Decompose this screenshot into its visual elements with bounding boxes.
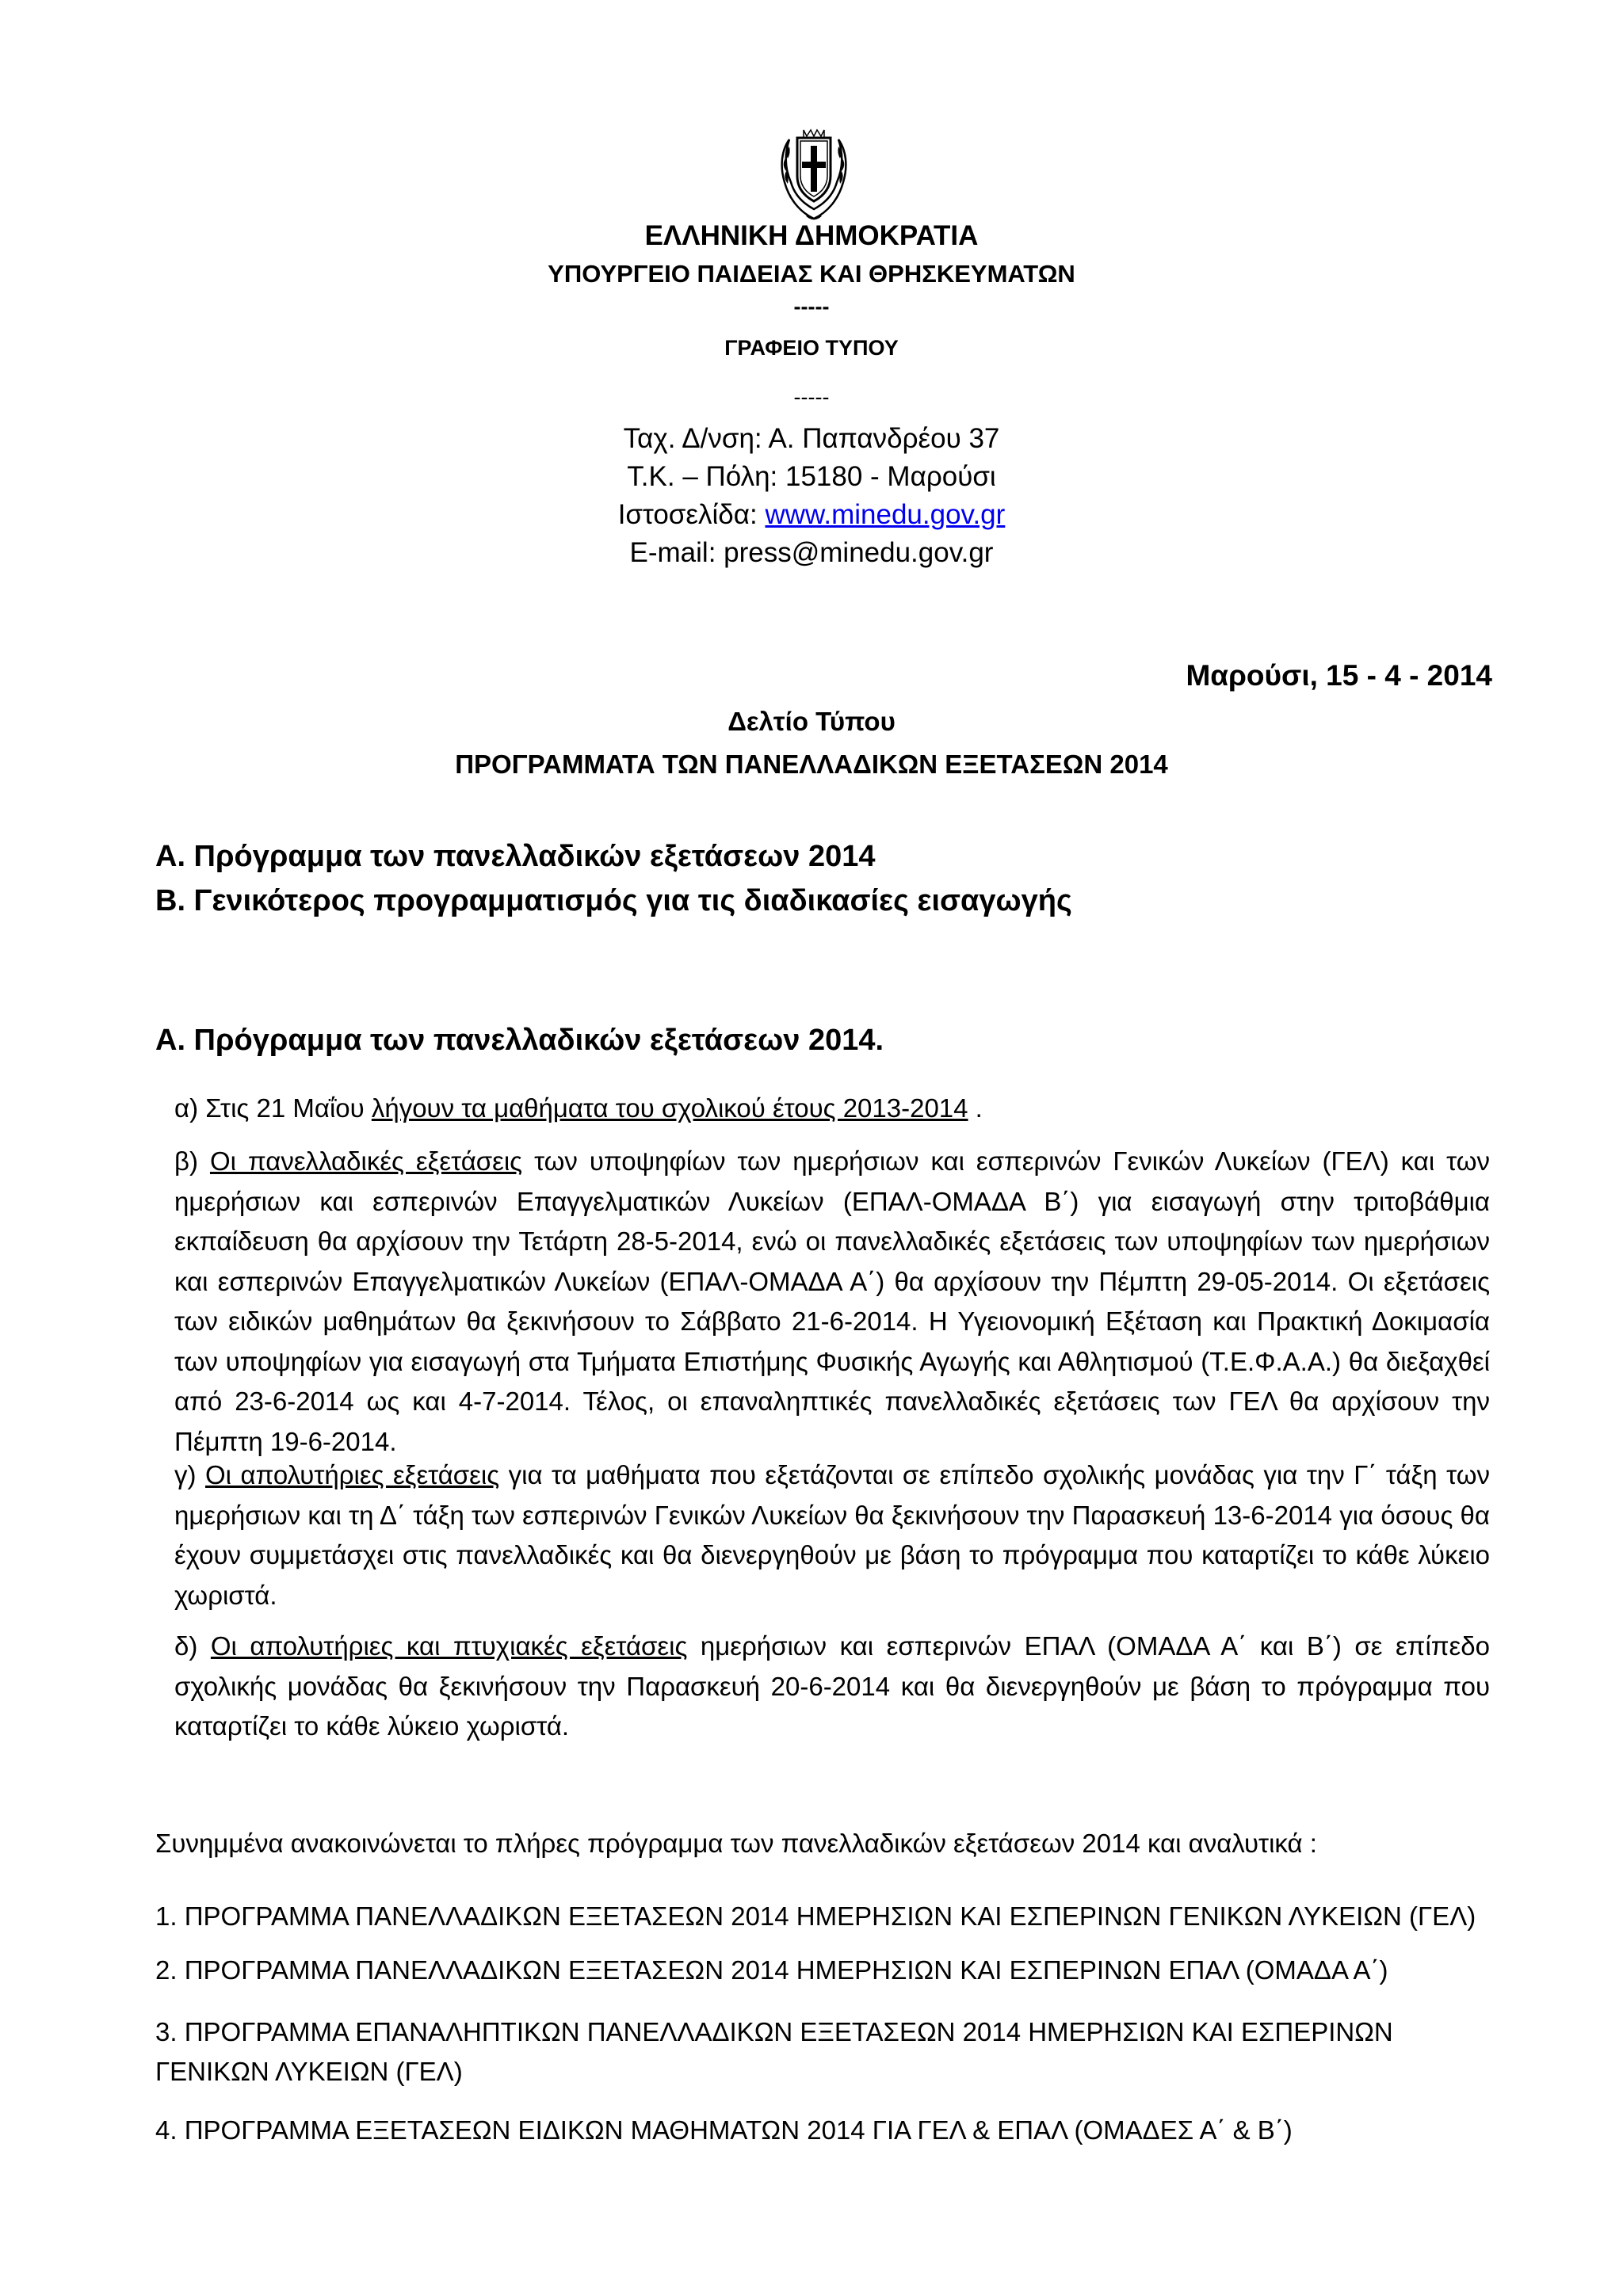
website-link[interactable]: www.minedu.gov.gr [765, 499, 1006, 530]
paragraph-a [174, 1089, 1490, 1129]
attachment-item: 4. ΠΡΟΓΡΑΜΜΑ ΕΞΕΤΑΣΕΩΝ ΕΙΔΙΚΩΝ ΜΑΘΗΜΑΤΩΝ 2014 ΓΙΑ ΓΕΛ & ΕΠΑΛ (ΟΜΑΔΕΣ Α΄ & Β΄) [155, 2115, 1293, 2145]
republic-heading: ΕΛΛΗΝΙΚΗ ΔΗΜΟΚΡΑΤΙΑ [644, 220, 979, 251]
website-line [0, 499, 1623, 531]
date-line: Μαρούσι, 15 - 4 - 2014 [1186, 659, 1492, 692]
header-separator: ----- [793, 385, 830, 409]
postal-address: Ταχ. Δ/νση: Α. Παπανδρέου 37 [623, 423, 1000, 454]
paragraph-text: των υποψηφίων των ημερήσιων και εσπερινών Γενικών Λυκείων (ΓΕΛ) και των ημερήσιων και εσπερινών Επαγγελματικών Λυκείων (ΕΠΑΛ-ΟΜΑΔΑ Β΄) για εισαγωγή στην τριτοβάθμια εκπαίδευση θα αρχίσουν την Τετάρτη 28-5-2014, ενώ οι πανελλαδικές εξετάσεις των υποψηφίων των ημερήσιων και εσπερινών Επαγγελματικών Λυκείων (ΕΠΑΛ-ΟΜΑΔΑ Α΄) θα αρχίσουν την Πέμπτη 29-05-2014. Οι εξετάσεις των ειδικών μαθημάτων θα ξεκινήσουν το Σάββατο 21-6-2014. Η Υγειονομική Εξέταση και Πρακτική Δοκιμασία των υποψηφίων για εισαγωγή στα Τμήματα Επιστήμης Φυσικής Αγωγής και Αθλητισμού (Τ.Ε.Φ.Α.Α.) θα διεξαχθεί από 23-6-2014 ως και 4-7-2014. Τέλος, οι επαναληπτικές πανελλαδικές εξετάσεις των ΓΕΛ θα αρχίσουν την Πέμπτη 19-6-2014. [174, 1146, 1491, 1456]
attachment-item: 3. ΠΡΟΓΡΑΜΜΑ ΕΠΑΝΑΛΗΠΤΙΚΩΝ ΠΑΝΕΛΛΑΔΙΚΩΝ ΕΞΕΤΑΣΕΩΝ 2014 ΗΜΕΡΗΣΙΩΝ ΚΑΙ ΕΣΠΕΡΙΝΩΝ ΓΕΝΙΚΩΝ ΛΥΚΕΙΩΝ (ΓΕΛ) [155, 2017, 1393, 2086]
attachment-item: 2. ΠΡΟΓΡΑΜΜΑ ΠΑΝΕΛΛΑΔΙΚΩΝ ΕΞΕΤΑΣΕΩΝ 2014 ΗΜΕΡΗΣΙΩΝ ΚΑΙ ΕΣΠΕΡΙΝΩΝ ΕΠΑΛ (ΟΜΑΔΑ Α΄) [155, 1955, 1388, 1985]
underlined-phrase: λήγουν τα μαθήματα του σχολικού έτους 2013-2014 [371, 1093, 968, 1123]
paragraph-b [174, 1142, 1490, 1462]
email-line: E-mail: press@minedu.gov.gr [629, 537, 994, 568]
press-release-label: Δελτίο Τύπου [727, 707, 896, 736]
underlined-phrase: Οι απολυτήριες εξετάσεις [205, 1460, 500, 1489]
paragraph-prefix: β) [174, 1146, 210, 1176]
toc-item-a: Α. Πρόγραμμα των πανελλαδικών εξετάσεων 2014 [155, 840, 876, 873]
paragraph-prefix: δ) [174, 1631, 211, 1661]
postal-code-city: Τ.Κ. – Πόλη: 15180 - Μαρούσι [627, 461, 996, 492]
section-a-title: Α. Πρόγραμμα των πανελλαδικών εξετάσεων 2014. [155, 1024, 884, 1057]
press-office-heading: ΓΡΑΦΕΙΟ ΤΥΠΟΥ [724, 336, 899, 360]
ministry-heading: ΥΠΟΥΡΓΕΙΟ ΠΑΙΔΕΙΑΣ ΚΑΙ ΘΡΗΣΚΕΥΜΑΤΩΝ [548, 260, 1075, 288]
paragraph-prefix: γ) [174, 1460, 205, 1489]
website-label: Ιστοσελίδα: [617, 499, 766, 530]
underlined-phrase: Οι πανελλαδικές εξετάσεις [209, 1146, 523, 1176]
paragraph-d [174, 1627, 1490, 1747]
paragraph-suffix: . [968, 1093, 983, 1123]
paragraph-g [174, 1455, 1490, 1615]
paragraph-text: ημερήσιων και εσπερινών ΕΠΑΛ (ΟΜΑΔΑ Α΄ και Β΄) σε επίπεδο σχολικής μονάδας θα ξεκινήσουν την Παρασκευή 20-6-2014 και θα διενεργηθούν με βάση το πρόγραμμα που καταρτίζει το κάθε λύκειο χωριστά. [174, 1631, 1490, 1741]
attachment-item: 1. ΠΡΟΓΡΑΜΜΑ ΠΑΝΕΛΛΑΔΙΚΩΝ ΕΞΕΤΑΣΕΩΝ 2014 ΗΜΕΡΗΣΙΩΝ ΚΑΙ ΕΣΠΕΡΙΝΩΝ ΓΕΝΙΚΩΝ ΛΥΚΕΙΩΝ (ΓΕΛ) [155, 1901, 1476, 1931]
paragraph-prefix: α) Στις 21 Μαΐου [174, 1093, 372, 1123]
greek-coat-of-arms-icon [775, 127, 853, 225]
attachments-intro: Συνημμένα ανακοινώνεται το πλήρες πρόγραμμα των πανελλαδικών εξετάσεων 2014 και αναλυτικά : [155, 1829, 1317, 1858]
underlined-phrase: Οι απολυτήριες και πτυχιακές εξετάσεις [210, 1631, 688, 1661]
paragraph-text: για τα μαθήματα που εξετάζονται σε επίπεδο σχολικής μονάδας για την Γ΄ τάξη των ημερήσιων και τη Δ΄ τάξη των εσπερινών Γενικών Λυκείων θα ξεκινήσουν την Παρασκευή 13-6-2014 για όσους θα έχουν συμμετάσχει στις πανελλαδικές και θα διενεργηθούν με βάση το πρόγραμμα που καταρτίζει το κάθε λύκειο χωριστά. [174, 1460, 1490, 1610]
press-release-title: ΠΡΟΓΡΑΜΜΑΤΑ ΤΩΝ ΠΑΝΕΛΛΑΔΙΚΩΝ ΕΞΕΤΑΣΕΩΝ 2014 [455, 749, 1168, 779]
toc-item-b: Β. Γενικότερος προγραμματισμός για τις διαδικασίες εισαγωγής [155, 884, 1072, 917]
header-separator: ----- [793, 295, 830, 318]
